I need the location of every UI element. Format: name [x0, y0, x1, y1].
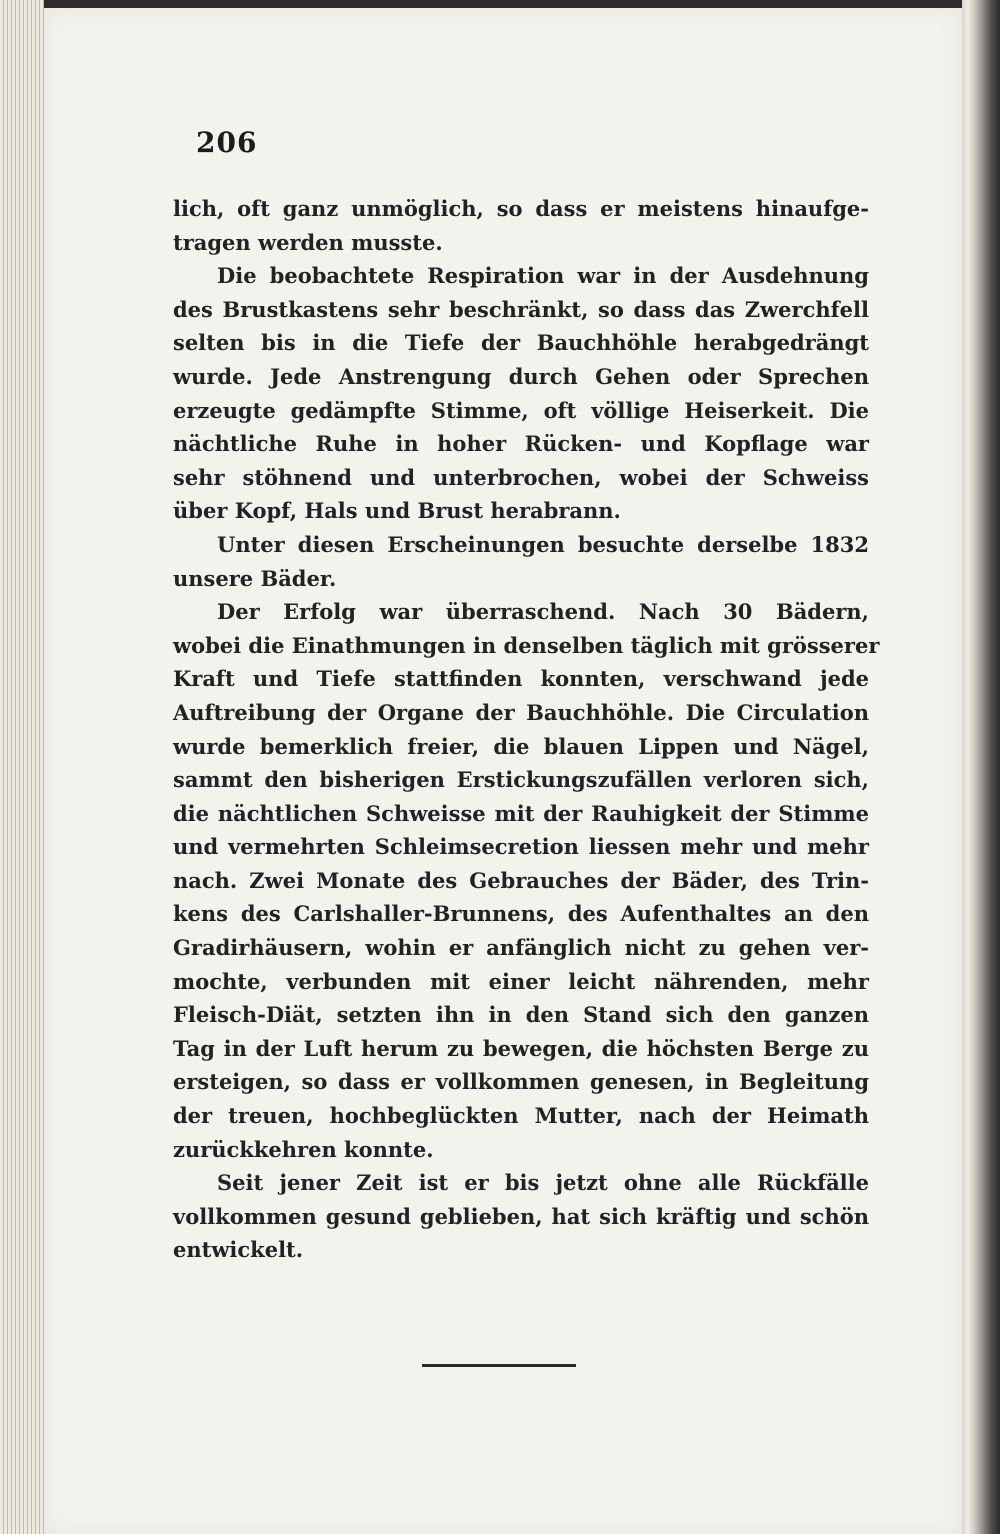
- bleed-through-shadow: [180, 1282, 870, 1406]
- text-line: wurde bemerklich freier, die blauen Lippen und Nägel,: [173, 733, 869, 759]
- text-line: und vermehrten Schleimsecretion liessen mehr und mehr: [173, 834, 869, 860]
- text-line: Der Erfolg war überraschend. Nach 30 Bädern,: [217, 599, 869, 625]
- text-line: Kraft und Tiefe stattfinden konnten, verschwand jede: [173, 666, 869, 692]
- text-line: Auftreibung der Organe der Bauchhöhle. Die Circulation: [173, 699, 869, 725]
- text-line: ersteigen, so dass er vollkommen genesen, in Begleitung: [173, 1069, 869, 1095]
- text-line: tragen werden musste.: [173, 229, 443, 255]
- text-line: über Kopf, Hals und Brust herabrann.: [173, 498, 621, 524]
- text-line: mochte, verbunden mit einer leicht nährenden, mehr: [173, 968, 869, 994]
- page-number: 206: [196, 126, 258, 159]
- body-text: [173, 192, 880, 1267]
- text-line: sammt den bisherigen Erstickungszufällen verloren sich,: [173, 767, 869, 793]
- text-line: kens des Carlshaller-Brunnens, des Aufenthaltes an den: [173, 901, 869, 927]
- text-line: Seit jener Zeit ist er bis jetzt ohne alle Rückfälle: [217, 1170, 869, 1196]
- text-line: wurde. Jede Anstrengung durch Gehen oder Sprechen: [173, 363, 869, 389]
- text-line: lich, oft ganz unmöglich, so dass er meistens hinaufge-: [173, 196, 869, 221]
- text-line: Unter diesen Erscheinungen besuchte derselbe 1832: [217, 531, 869, 557]
- text-line: erzeugte gedämpfte Stimme, oft völlige Heiserkeit. Die: [173, 397, 869, 423]
- text-line: unsere Bäder.: [173, 565, 337, 591]
- text-line: sehr stöhnend und unterbrochen, wobei der Schweiss: [173, 464, 869, 490]
- text-line: Fleisch-Diät, setzten ihn in den Stand sich den ganzen: [173, 1002, 869, 1028]
- text-line: wobei die Einathmungen in denselben täglich mit grösserer: [173, 632, 880, 658]
- text-line: selten bis in die Tiefe der Bauchhöhle herabgedrängt: [173, 330, 869, 356]
- text-line: Gradirhäusern, wohin er anfänglich nicht zu gehen ver-: [173, 935, 869, 961]
- scan-top-shadow: [44, 0, 962, 8]
- text-line: Tag in der Luft herum zu bewegen, die höchsten Berge zu: [173, 1035, 869, 1061]
- text-line: die nächtlichen Schweisse mit der Rauhigkeit der Stimme: [173, 800, 869, 826]
- end-rule: [422, 1364, 576, 1367]
- text-line: entwickelt.: [173, 1237, 304, 1263]
- text-line: des Brustkastens sehr beschränkt, so dass das Zwerchfell: [173, 296, 869, 322]
- text-line: zurückkehren konnte.: [173, 1136, 434, 1162]
- text-line: nach. Zwei Monate des Gebrauches der Bäder, des Trin-: [173, 867, 869, 893]
- text-line: der treuen, hochbeglückten Mutter, nach der Heimath: [173, 1103, 869, 1129]
- text-line: vollkommen gesund geblieben, hat sich kräftig und schön: [173, 1203, 869, 1229]
- page-edges-left: [0, 0, 44, 1534]
- text-line: nächtliche Ruhe in hoher Rücken- und Kopflage war: [173, 431, 869, 457]
- book-gutter-right: [962, 0, 1000, 1534]
- text-line: Die beobachtete Respiration war in der Ausdehnung: [217, 263, 869, 289]
